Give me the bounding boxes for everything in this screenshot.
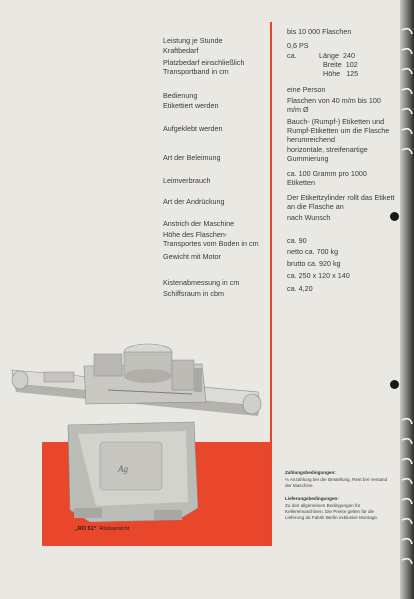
delivery-terms-heading: Lieferungsbedingungen: — [285, 496, 339, 501]
spec-value-operation: eine Person — [287, 85, 326, 94]
dimension-value: 102 — [345, 60, 358, 69]
dimension-value: 125 — [346, 69, 359, 78]
spec-label-applied: Aufgeklebt werden — [163, 124, 223, 133]
dimension-key: Breite — [323, 60, 342, 69]
spec-label-shipping: Schiffsraum in cbm — [163, 289, 224, 298]
binder-hole — [390, 212, 399, 221]
caption-model: „RO 51“ — [75, 526, 97, 532]
dimension-value: 240 — [343, 51, 355, 60]
spec-value-glue-consumption: ca. 100 Gramm pro 1000 Etiketten — [287, 169, 367, 187]
spec-label-space: Platzbedarf einschließlich Transportband in cm — [163, 58, 245, 76]
spec-value-gluing: horizontale, streifenartige Gummierung — [287, 145, 368, 163]
spec-value-pressing: Der Etikettzylinder rollt das Etikett an die Flasche an — [287, 193, 395, 211]
dimension-prefix: ca. — [287, 51, 297, 60]
spec-value-dimensions — [287, 51, 395, 78]
svg-text:Ag: Ag — [118, 464, 128, 474]
spec-label-power: Kraftbedarf — [163, 46, 199, 55]
spec-value-power: 0,6 PS — [287, 41, 309, 50]
dimension-key: Höhe — [323, 69, 341, 78]
spec-label-crate: Kistenabmessung in cm — [163, 278, 240, 287]
spec-label-glue-consumption: Leimverbrauch — [163, 176, 211, 185]
spec-label-weight: Gewicht mit Motor — [163, 252, 221, 261]
dimension-key: Länge — [319, 51, 339, 60]
spec-value-transport-height: ca. 90 — [287, 236, 307, 245]
payment-terms-heading: Zahlungsbedingungen: — [285, 470, 336, 475]
spec-label-output: Leistung je Stunde — [163, 36, 223, 45]
spec-value-paint: nach Wunsch — [287, 213, 331, 222]
spec-label-gluing: Art der Beleimung — [163, 153, 221, 162]
caption-view: Rückansicht — [99, 526, 130, 532]
spec-value-weight-net: netto ca. 700 kg — [287, 247, 339, 256]
spec-label-pressing: Art der Andrückung — [163, 197, 225, 206]
spec-label-paint: Anstrich der Maschine — [163, 219, 235, 228]
photo-caption — [75, 526, 129, 532]
spec-label-operation: Bedienung — [163, 91, 198, 100]
spec-value-shipping: ca. 4,20 — [287, 284, 313, 293]
spec-value-labeled: Flaschen von 40 m/m bis 100 m/m Ø — [287, 96, 381, 114]
binder-hole — [390, 380, 399, 389]
spec-value-output: bis 10 000 Flaschen — [287, 27, 352, 36]
labeling-machine-photo — [8, 330, 270, 530]
spec-value-crate: ca. 250 x 120 x 140 — [287, 271, 350, 280]
payment-terms-text: ⅓ Anzahlung bei der Bestellung, Rest bei Versand der Maschine. — [285, 477, 388, 488]
spec-value-applied: Bauch- (Rumpf-) Etiketten und Rumpf-Etiketten um die Flasche herumreichend — [287, 117, 390, 144]
spec-value-weight-gross: brutto ca. 920 kg — [287, 259, 341, 268]
spec-label-transport-height: Höhe des Flaschen-Transportes vom Boden in cm — [163, 230, 259, 248]
delivery-terms-text: Zu den allgemeinen Bedingungen für Kellereimaschinen. Die Preise gelten für die Lieferung ab Fabrik Berlin exklusive Montage. — [285, 503, 379, 520]
spec-label-labeled: Etikettiert werden — [163, 101, 219, 110]
spiral-binding — [400, 0, 414, 599]
